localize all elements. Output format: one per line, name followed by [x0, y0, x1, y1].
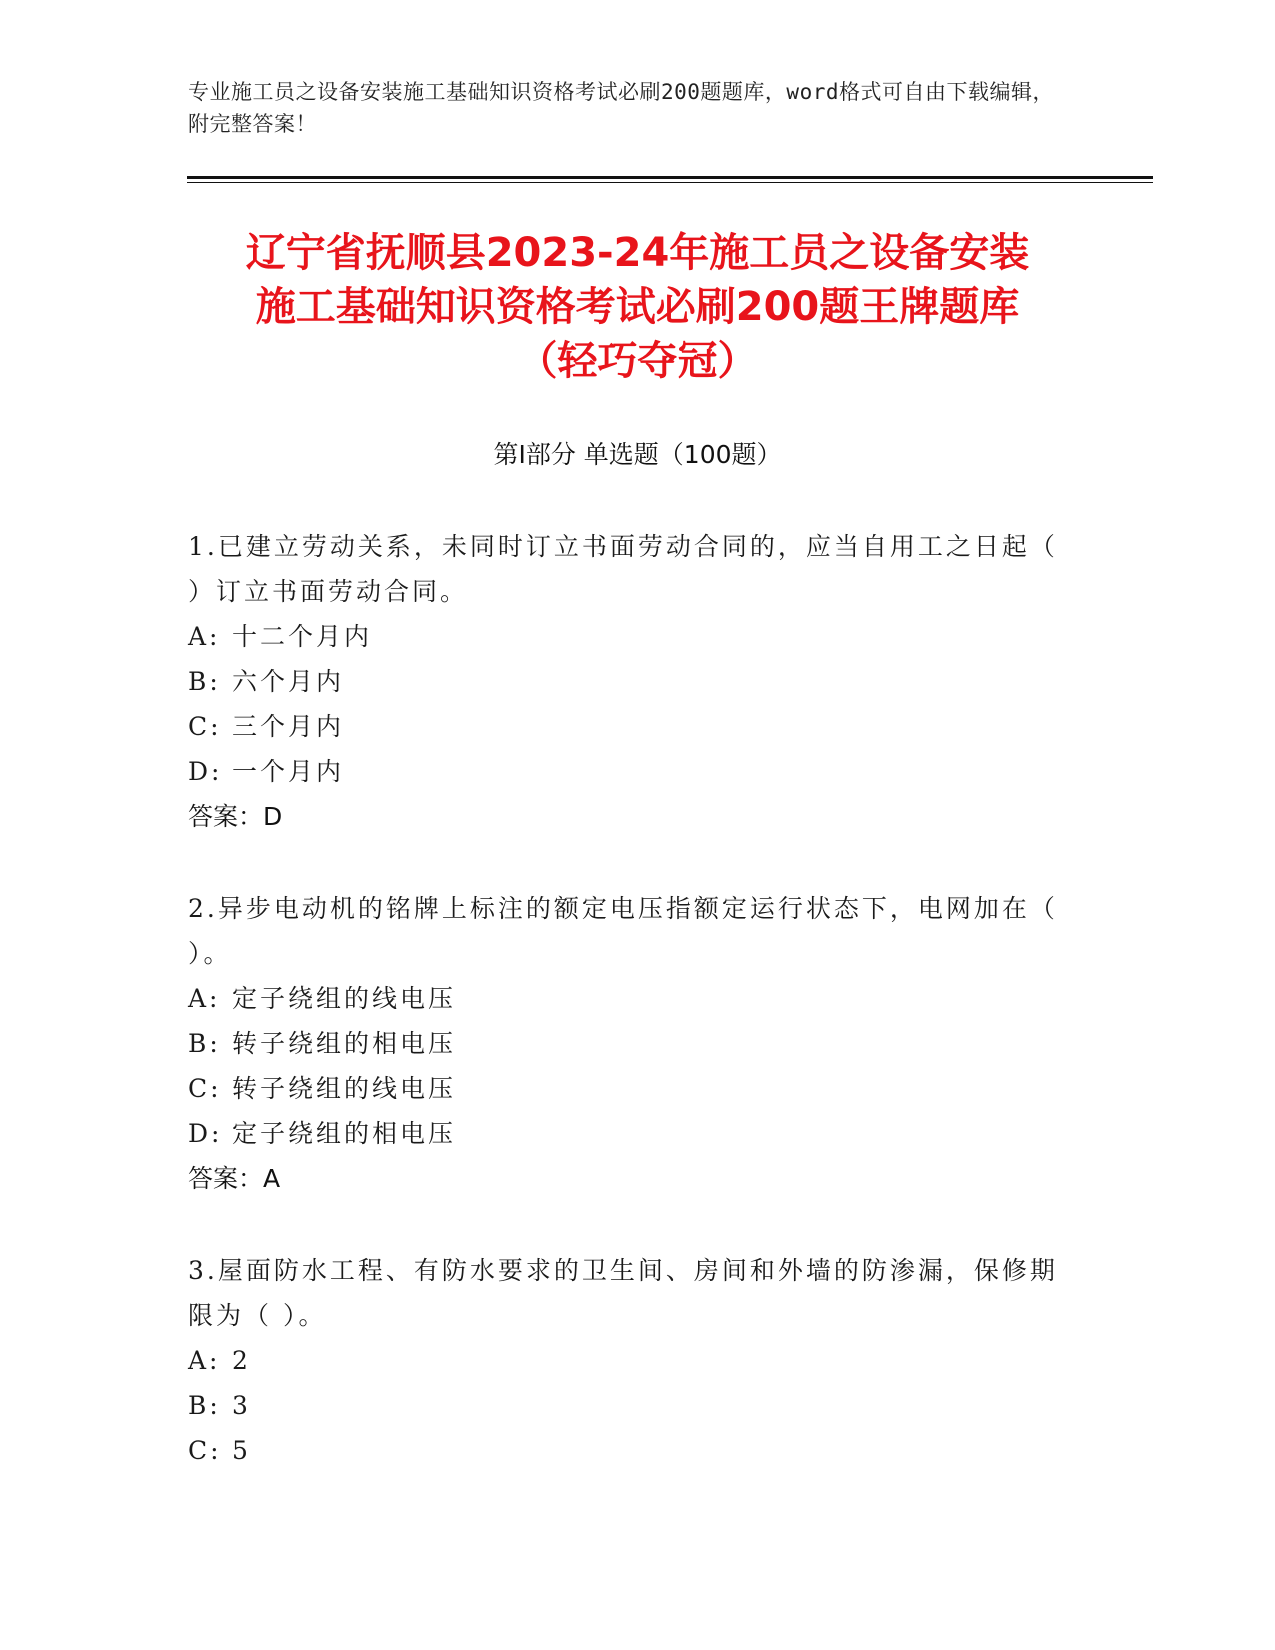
option-d	[188, 1111, 1068, 1156]
option-b	[188, 1383, 1068, 1428]
question-2	[188, 886, 1068, 1201]
option-a	[188, 1338, 1068, 1383]
answer-line: 答案：D	[188, 802, 283, 831]
answer-line: 答案：A	[188, 1164, 281, 1193]
option-text: 三个月内	[232, 712, 345, 741]
option-d	[188, 749, 1068, 794]
header-rule-thick	[187, 176, 1153, 179]
option-text: 5	[232, 1436, 251, 1465]
question-stem: 3.屋面防水工程、有防水要求的卫生间、房间和外墙的防渗漏，保修期限为（ ）。	[188, 1256, 1058, 1330]
title-line-3: （轻巧夺冠）	[517, 338, 758, 384]
section-heading: 第I部分 单选题（100题）	[493, 440, 782, 469]
option-text: 定子绕组的线电压	[232, 984, 457, 1013]
option-key: A:	[188, 622, 221, 651]
option-c	[188, 1066, 1068, 1111]
option-text: 六个月内	[232, 667, 345, 696]
option-key: B:	[188, 1029, 221, 1058]
option-key: C:	[188, 1436, 222, 1465]
question-3	[188, 1248, 1068, 1473]
option-text: 转子绕组的线电压	[232, 1074, 457, 1103]
option-key: A:	[188, 984, 221, 1013]
option-c	[188, 1428, 1068, 1473]
option-text: 2	[232, 1346, 251, 1375]
question-stem: 2.异步电动机的铭牌上标注的额定电压指额定运行状态下，电网加在（ ）。	[188, 894, 1058, 968]
option-key: D:	[188, 757, 223, 786]
option-key: C:	[188, 712, 222, 741]
option-key: B:	[188, 667, 221, 696]
option-b	[188, 1021, 1068, 1066]
question-1	[188, 524, 1068, 839]
question-stem: 1.已建立劳动关系，未同时订立书面劳动合同的，应当自用工之日起（ ）订立书面劳动合同。	[188, 532, 1058, 606]
option-key: B:	[188, 1391, 221, 1420]
option-text: 3	[232, 1391, 251, 1420]
option-a	[188, 976, 1068, 1021]
option-text: 定子绕组的相电压	[232, 1119, 457, 1148]
option-key: D:	[188, 1119, 223, 1148]
option-b	[188, 659, 1068, 704]
option-key: C:	[188, 1074, 222, 1103]
option-key: A:	[188, 1346, 221, 1375]
option-c	[188, 704, 1068, 749]
title-line-1: 辽宁省抚顺县2023-24年施工员之设备安装	[245, 230, 1030, 276]
header-note: 专业施工员之设备安装施工基础知识资格考试必刷200题题库，word格式可自由下载编辑，附完整答案！	[188, 80, 1054, 136]
title-line-2: 施工基础知识资格考试必刷200题王牌题库	[255, 284, 1020, 330]
option-text: 十二个月内	[232, 622, 373, 651]
document-title	[150, 226, 1125, 388]
option-text: 一个月内	[232, 757, 345, 786]
option-a	[188, 614, 1068, 659]
header-rule-thin	[187, 182, 1153, 183]
option-text: 转子绕组的相电压	[232, 1029, 457, 1058]
